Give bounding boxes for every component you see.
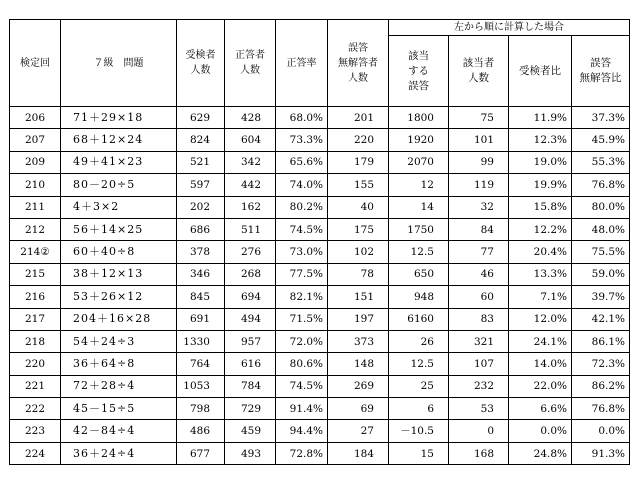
table-row bbox=[10, 174, 630, 196]
cell-applicable-count: 107 bbox=[449, 353, 509, 375]
cell-problem: 80－20÷5 bbox=[61, 174, 177, 196]
cell-applicable-wrong-answer: 12.5 bbox=[389, 353, 449, 375]
cell-problem: 204＋16×28 bbox=[61, 308, 177, 330]
cell-examinee-ratio: 12.3% bbox=[509, 129, 572, 151]
cell-examinees: 346 bbox=[177, 263, 225, 285]
cell-problem: 45－15÷5 bbox=[61, 398, 177, 420]
cell-wrong-no-answer-ratio: 76.8% bbox=[572, 174, 630, 196]
cell-wrong-no-answer-ratio: 76.8% bbox=[572, 398, 630, 420]
cell-correct-rate: 72.0% bbox=[276, 330, 328, 352]
table-row bbox=[10, 107, 630, 129]
header-examinees: 受検者 人数 bbox=[177, 20, 225, 107]
cell-correct: 604 bbox=[225, 129, 276, 151]
cell-problem: 56＋14×25 bbox=[61, 218, 177, 240]
cell-examinees: 1053 bbox=[177, 375, 225, 397]
cell-examinees: 845 bbox=[177, 286, 225, 308]
cell-applicable-count: 168 bbox=[449, 442, 509, 464]
cell-applicable-wrong-answer: 2070 bbox=[389, 151, 449, 173]
cell-correct: 442 bbox=[225, 174, 276, 196]
cell-correct-rate: 91.4% bbox=[276, 398, 328, 420]
cell-correct: 342 bbox=[225, 151, 276, 173]
cell-applicable-wrong-answer: 1750 bbox=[389, 218, 449, 240]
cell-correct-rate: 73.3% bbox=[276, 129, 328, 151]
header-wrong-no-answer-ratio: 誤答 無解答比 bbox=[572, 36, 630, 107]
header-applicable-count: 該当者 人数 bbox=[449, 36, 509, 107]
cell-problem: 72＋28÷4 bbox=[61, 375, 177, 397]
table-body bbox=[10, 107, 630, 465]
cell-problem: 36＋24÷4 bbox=[61, 442, 177, 464]
cell-applicable-wrong-answer: 650 bbox=[389, 263, 449, 285]
header-correct: 正答者 人数 bbox=[225, 20, 276, 107]
cell-wrong-no-answer: 197 bbox=[328, 308, 389, 330]
header-left-to-right-group: 左から順に計算した場合 bbox=[389, 20, 630, 36]
cell-correct-rate: 73.0% bbox=[276, 241, 328, 263]
cell-examinee-ratio: 15.8% bbox=[509, 196, 572, 218]
cell-applicable-wrong-answer: 12.5 bbox=[389, 241, 449, 263]
cell-wrong-no-answer-ratio: 39.7% bbox=[572, 286, 630, 308]
cell-examinee-ratio: 7.1% bbox=[509, 286, 572, 308]
cell-correct: 459 bbox=[225, 420, 276, 442]
cell-wrong-no-answer: 184 bbox=[328, 442, 389, 464]
cell-problem: 71＋29×18 bbox=[61, 107, 177, 129]
cell-wrong-no-answer-ratio: 48.0% bbox=[572, 218, 630, 240]
cell-examinee-ratio: 24.8% bbox=[509, 442, 572, 464]
cell-exam-round: 217 bbox=[10, 308, 61, 330]
cell-examinees: 764 bbox=[177, 353, 225, 375]
cell-wrong-no-answer: 27 bbox=[328, 420, 389, 442]
cell-correct: 162 bbox=[225, 196, 276, 218]
header-examinee-ratio: 受検者比 bbox=[509, 36, 572, 107]
cell-applicable-count: 84 bbox=[449, 218, 509, 240]
cell-wrong-no-answer: 148 bbox=[328, 353, 389, 375]
cell-applicable-count: 119 bbox=[449, 174, 509, 196]
cell-correct-rate: 94.4% bbox=[276, 420, 328, 442]
cell-examinee-ratio: 19.0% bbox=[509, 151, 572, 173]
cell-exam-round: 210 bbox=[10, 174, 61, 196]
cell-applicable-count: 75 bbox=[449, 107, 509, 129]
cell-correct: 616 bbox=[225, 353, 276, 375]
cell-correct: 957 bbox=[225, 330, 276, 352]
cell-examinees: 597 bbox=[177, 174, 225, 196]
cell-correct-rate: 80.2% bbox=[276, 196, 328, 218]
table-row bbox=[10, 375, 630, 397]
cell-exam-round: 214② bbox=[10, 241, 61, 263]
cell-exam-round: 223 bbox=[10, 420, 61, 442]
cell-applicable-count: 232 bbox=[449, 375, 509, 397]
cell-exam-round: 212 bbox=[10, 218, 61, 240]
cell-correct-rate: 74.0% bbox=[276, 174, 328, 196]
cell-examinee-ratio: 13.3% bbox=[509, 263, 572, 285]
header-wrong-no-answer: 誤答 無解答者 人数 bbox=[328, 20, 389, 107]
cell-correct: 268 bbox=[225, 263, 276, 285]
table-row bbox=[10, 286, 630, 308]
cell-problem: 53＋26×12 bbox=[61, 286, 177, 308]
cell-wrong-no-answer: 102 bbox=[328, 241, 389, 263]
table-row bbox=[10, 218, 630, 240]
cell-examinee-ratio: 24.1% bbox=[509, 330, 572, 352]
header-applicable-wrong-answer: 該当 する 誤答 bbox=[389, 36, 449, 107]
cell-applicable-count: 321 bbox=[449, 330, 509, 352]
cell-applicable-count: 99 bbox=[449, 151, 509, 173]
cell-examinee-ratio: 22.0% bbox=[509, 375, 572, 397]
cell-applicable-wrong-answer: 14 bbox=[389, 196, 449, 218]
cell-exam-round: 224 bbox=[10, 442, 61, 464]
cell-applicable-count: 83 bbox=[449, 308, 509, 330]
cell-correct-rate: 77.5% bbox=[276, 263, 328, 285]
header-correct-rate: 正答率 bbox=[276, 20, 328, 107]
cell-wrong-no-answer-ratio: 42.1% bbox=[572, 308, 630, 330]
cell-problem: 4＋3×2 bbox=[61, 196, 177, 218]
cell-applicable-count: 60 bbox=[449, 286, 509, 308]
table-row bbox=[10, 241, 630, 263]
cell-problem: 38＋12×13 bbox=[61, 263, 177, 285]
header-problem: ７級 問題 bbox=[61, 20, 177, 107]
cell-wrong-no-answer-ratio: 37.3% bbox=[572, 107, 630, 129]
cell-wrong-no-answer-ratio: 72.3% bbox=[572, 353, 630, 375]
cell-problem: 36＋64÷8 bbox=[61, 353, 177, 375]
cell-examinee-ratio: 6.6% bbox=[509, 398, 572, 420]
cell-correct: 694 bbox=[225, 286, 276, 308]
cell-applicable-count: 77 bbox=[449, 241, 509, 263]
cell-examinee-ratio: 14.0% bbox=[509, 353, 572, 375]
cell-wrong-no-answer: 175 bbox=[328, 218, 389, 240]
cell-exam-round: 222 bbox=[10, 398, 61, 420]
cell-examinee-ratio: 0.0% bbox=[509, 420, 572, 442]
cell-examinees: 486 bbox=[177, 420, 225, 442]
cell-exam-round: 206 bbox=[10, 107, 61, 129]
cell-exam-round: 218 bbox=[10, 330, 61, 352]
table-row bbox=[10, 442, 630, 464]
cell-exam-round: 215 bbox=[10, 263, 61, 285]
cell-wrong-no-answer: 201 bbox=[328, 107, 389, 129]
cell-wrong-no-answer: 151 bbox=[328, 286, 389, 308]
cell-examinees: 686 bbox=[177, 218, 225, 240]
cell-applicable-wrong-answer: 25 bbox=[389, 375, 449, 397]
cell-wrong-no-answer-ratio: 55.3% bbox=[572, 151, 630, 173]
cell-exam-round: 207 bbox=[10, 129, 61, 151]
table-row bbox=[10, 263, 630, 285]
cell-examinees: 378 bbox=[177, 241, 225, 263]
cell-correct-rate: 82.1% bbox=[276, 286, 328, 308]
cell-applicable-wrong-answer: 1800 bbox=[389, 107, 449, 129]
cell-exam-round: 220 bbox=[10, 353, 61, 375]
cell-wrong-no-answer-ratio: 86.2% bbox=[572, 375, 630, 397]
cell-examinees: 1330 bbox=[177, 330, 225, 352]
cell-correct: 784 bbox=[225, 375, 276, 397]
cell-correct: 428 bbox=[225, 107, 276, 129]
cell-correct: 493 bbox=[225, 442, 276, 464]
cell-wrong-no-answer-ratio: 59.0% bbox=[572, 263, 630, 285]
cell-examinees: 202 bbox=[177, 196, 225, 218]
cell-correct-rate: 74.5% bbox=[276, 375, 328, 397]
header-exam-round: 検定回 bbox=[10, 20, 61, 107]
cell-problem: 60＋40÷8 bbox=[61, 241, 177, 263]
cell-problem: 54＋24÷3 bbox=[61, 330, 177, 352]
cell-wrong-no-answer-ratio: 75.5% bbox=[572, 241, 630, 263]
cell-applicable-wrong-answer: 6160 bbox=[389, 308, 449, 330]
cell-examinees: 677 bbox=[177, 442, 225, 464]
cell-examinees: 798 bbox=[177, 398, 225, 420]
cell-examinees: 629 bbox=[177, 107, 225, 129]
cell-applicable-count: 101 bbox=[449, 129, 509, 151]
cell-wrong-no-answer: 179 bbox=[328, 151, 389, 173]
cell-correct-rate: 80.6% bbox=[276, 353, 328, 375]
cell-wrong-no-answer: 373 bbox=[328, 330, 389, 352]
table-row bbox=[10, 398, 630, 420]
cell-correct-rate: 72.8% bbox=[276, 442, 328, 464]
table-header bbox=[10, 20, 630, 107]
cell-wrong-no-answer-ratio: 91.3% bbox=[572, 442, 630, 464]
cell-applicable-count: 32 bbox=[449, 196, 509, 218]
cell-exam-round: 211 bbox=[10, 196, 61, 218]
cell-applicable-wrong-answer: 12 bbox=[389, 174, 449, 196]
cell-wrong-no-answer-ratio: 45.9% bbox=[572, 129, 630, 151]
cell-exam-round: 209 bbox=[10, 151, 61, 173]
cell-correct-rate: 71.5% bbox=[276, 308, 328, 330]
table-row bbox=[10, 151, 630, 173]
cell-correct: 494 bbox=[225, 308, 276, 330]
cell-examinees: 691 bbox=[177, 308, 225, 330]
cell-applicable-count: 0 bbox=[449, 420, 509, 442]
cell-exam-round: 221 bbox=[10, 375, 61, 397]
cell-applicable-count: 53 bbox=[449, 398, 509, 420]
table-row bbox=[10, 308, 630, 330]
cell-examinees: 521 bbox=[177, 151, 225, 173]
cell-wrong-no-answer: 78 bbox=[328, 263, 389, 285]
cell-correct-rate: 65.6% bbox=[276, 151, 328, 173]
cell-problem: 68＋12×24 bbox=[61, 129, 177, 151]
cell-examinee-ratio: 20.4% bbox=[509, 241, 572, 263]
cell-examinees: 824 bbox=[177, 129, 225, 151]
cell-examinee-ratio: 12.2% bbox=[509, 218, 572, 240]
cell-wrong-no-answer: 40 bbox=[328, 196, 389, 218]
cell-wrong-no-answer: 220 bbox=[328, 129, 389, 151]
cell-problem: 42－84÷4 bbox=[61, 420, 177, 442]
cell-wrong-no-answer: 155 bbox=[328, 174, 389, 196]
cell-exam-round: 216 bbox=[10, 286, 61, 308]
cell-wrong-no-answer: 269 bbox=[328, 375, 389, 397]
cell-correct-rate: 68.0% bbox=[276, 107, 328, 129]
table-row bbox=[10, 330, 630, 352]
cell-applicable-wrong-answer: 15 bbox=[389, 442, 449, 464]
cell-applicable-count: 46 bbox=[449, 263, 509, 285]
table-row bbox=[10, 129, 630, 151]
cell-applicable-wrong-answer: 26 bbox=[389, 330, 449, 352]
cell-applicable-wrong-answer: 948 bbox=[389, 286, 449, 308]
cell-correct: 511 bbox=[225, 218, 276, 240]
cell-correct: 729 bbox=[225, 398, 276, 420]
table-row bbox=[10, 420, 630, 442]
cell-correct-rate: 74.5% bbox=[276, 218, 328, 240]
cell-examinee-ratio: 12.0% bbox=[509, 308, 572, 330]
cell-correct: 276 bbox=[225, 241, 276, 263]
table-row bbox=[10, 353, 630, 375]
cell-wrong-no-answer: 69 bbox=[328, 398, 389, 420]
cell-problem: 49＋41×23 bbox=[61, 151, 177, 173]
cell-wrong-no-answer-ratio: 86.1% bbox=[572, 330, 630, 352]
exam-results-table bbox=[9, 19, 630, 465]
cell-examinee-ratio: 11.9% bbox=[509, 107, 572, 129]
cell-applicable-wrong-answer: 6 bbox=[389, 398, 449, 420]
cell-examinee-ratio: 19.9% bbox=[509, 174, 572, 196]
cell-applicable-wrong-answer: －10.5 bbox=[389, 420, 449, 442]
cell-wrong-no-answer-ratio: 80.0% bbox=[572, 196, 630, 218]
table-row bbox=[10, 196, 630, 218]
cell-applicable-wrong-answer: 1920 bbox=[389, 129, 449, 151]
cell-wrong-no-answer-ratio: 0.0% bbox=[572, 420, 630, 442]
